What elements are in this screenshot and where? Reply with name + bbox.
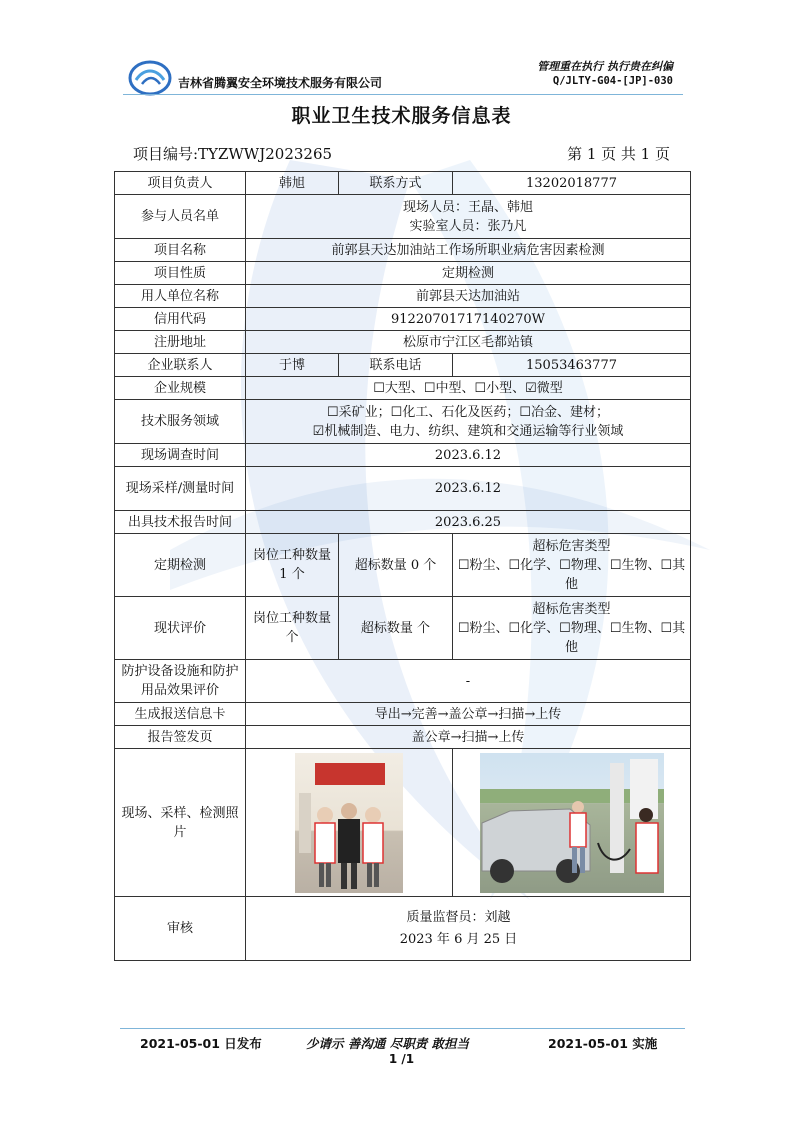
footer-effective-date: 2021-05-01 实施 [548, 1036, 658, 1051]
audit-label: 审核 [115, 897, 246, 961]
info-card-label: 生成报送信息卡 [115, 703, 246, 726]
table-row [115, 444, 691, 467]
address-label: 注册地址 [115, 331, 246, 354]
auditor: 质量监督员：刘越 [406, 909, 511, 925]
credit-value: 91220701717140270W [246, 308, 691, 331]
table-row [115, 262, 691, 285]
table-row [115, 597, 691, 660]
report-sign-label: 报告签发页 [115, 726, 246, 749]
status-exceed: 超标数量 个 [339, 597, 453, 660]
table-row [115, 897, 691, 961]
table-row [115, 660, 691, 703]
document-code: Q/JLTY-G04-[JP]-030 [552, 75, 673, 87]
project-number: 项目编号:TYZWWJ2023265 [133, 145, 333, 163]
info-table [114, 171, 691, 961]
table-row [115, 467, 691, 511]
site-photo-sampling [480, 753, 664, 893]
audit-value [246, 897, 691, 961]
field-label: 技术服务领域 [115, 400, 246, 444]
hazard-types: ☐粉尘、☐化学、☐物理、☐生物、☐其他 [457, 557, 686, 592]
survey-label: 现场调查时间 [115, 444, 246, 467]
project-name-value: 前郭县天达加油站工作场所职业病危害因素检测 [246, 239, 691, 262]
table-row [115, 239, 691, 262]
footer-page-number: 1 /1 [388, 1052, 415, 1066]
report-date: 2023.6.25 [246, 511, 691, 534]
table-row [115, 354, 691, 377]
field-line-2: ☑机械制造、电力、纺织、建筑和交通运输等行业领域 [312, 423, 624, 439]
survey-date: 2023.6.12 [246, 444, 691, 467]
company-logo [128, 58, 172, 96]
table-row [115, 534, 691, 597]
employer-label: 用人单位名称 [115, 285, 246, 308]
table-row [115, 726, 691, 749]
table-row [115, 331, 691, 354]
header-rule [123, 94, 683, 95]
protect-value: - [246, 660, 691, 703]
ent-contact-label: 企业联系人 [115, 354, 246, 377]
leader-value: 韩旭 [246, 172, 339, 195]
photo-cell-2 [453, 749, 691, 897]
report-sign-flow: 盖公章→扫描→上传 [246, 726, 691, 749]
status-hazard-title: 超标危害类型 [532, 601, 611, 617]
periodic-exceed: 超标数量 0 个 [339, 534, 453, 597]
leader-label: 项目负责人 [115, 172, 246, 195]
ent-contact-value: 于博 [246, 354, 339, 377]
footer-slogan: 少请示 善沟通 尽职责 敢担当 [306, 1036, 470, 1051]
protect-label: 防护设备设施和防护用品效果评价 [115, 660, 246, 703]
field-value [246, 400, 691, 444]
members-lab: 实验室人员：张乃凡 [409, 218, 527, 234]
periodic-posts: 岗位工种数量 1 个 [246, 534, 339, 597]
table-row [115, 511, 691, 534]
table-row [115, 172, 691, 195]
scale-value: ☐大型、☐中型、☐小型、☑微型 [246, 377, 691, 400]
periodic-label: 定期检测 [115, 534, 246, 597]
nature-label: 项目性质 [115, 262, 246, 285]
scale-label: 企业规模 [115, 377, 246, 400]
credit-label: 信用代码 [115, 308, 246, 331]
project-name-label: 项目名称 [115, 239, 246, 262]
page-title: 职业卫生技术服务信息表 [291, 105, 512, 127]
footer-rule [120, 1028, 685, 1029]
status-posts: 岗位工种数量 个 [246, 597, 339, 660]
table-row [115, 703, 691, 726]
status-hazards [453, 597, 691, 660]
contact-value: 13202018777 [453, 172, 691, 195]
field-line-1: ☐采矿业；☐化工、石化及医药；☐冶金、建材； [327, 404, 609, 420]
report-label: 出具技术报告时间 [115, 511, 246, 534]
table-row [115, 749, 691, 897]
info-card-flow: 导出→完善→盖公章→扫描→上传 [246, 703, 691, 726]
photo-cell-1 [246, 749, 453, 897]
header-slogan: 管理重在执行 执行贵在纠偏 [537, 60, 673, 73]
contact-label: 联系方式 [339, 172, 453, 195]
members-label: 参与人员名单 [115, 195, 246, 239]
members-field: 现场人员：王晶、韩旭 [402, 199, 533, 215]
status-label: 现状评价 [115, 597, 246, 660]
sampling-label: 现场采样/测量时间 [115, 467, 246, 511]
ent-phone-label: 联系电话 [339, 354, 453, 377]
site-photo-team [295, 753, 403, 893]
team-photo-image [295, 753, 403, 893]
periodic-hazards [453, 534, 691, 597]
table-row [115, 285, 691, 308]
sampling-date: 2023.6.12 [246, 467, 691, 511]
page-info: 第 1 页 共 1 页 [567, 145, 670, 163]
hazard-title: 超标危害类型 [532, 538, 611, 554]
table-row [115, 308, 691, 331]
table-row [115, 377, 691, 400]
address-value: 松原市宁江区毛都站镇 [246, 331, 691, 354]
members-value [246, 195, 691, 239]
photos-label: 现场、采样、检测照片 [115, 749, 246, 897]
sampling-photo-image [480, 753, 664, 893]
company-name: 吉林省腾翼安全环境技术服务有限公司 [178, 76, 383, 90]
table-row [115, 195, 691, 239]
ent-phone-value: 15053463777 [453, 354, 691, 377]
nature-value: 定期检测 [246, 262, 691, 285]
status-hazard-types: ☐粉尘、☐化学、☐物理、☐生物、☐其他 [457, 620, 686, 655]
footer-issue-date: 2021-05-01 日发布 [140, 1036, 262, 1051]
employer-value: 前郭县天达加油站 [246, 285, 691, 308]
table-row [115, 400, 691, 444]
audit-date: 2023 年 6 月 25 日 [399, 931, 518, 947]
